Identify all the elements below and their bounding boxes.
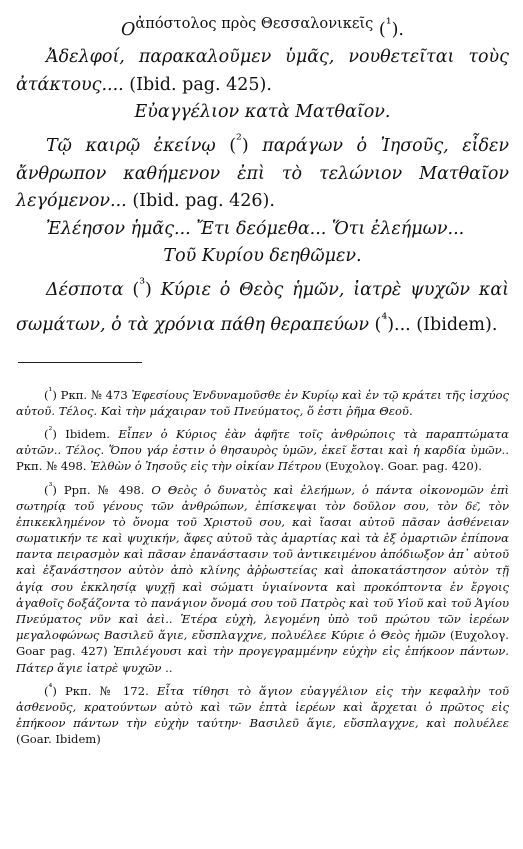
italic-text: παράγων ὁ Ἰησοῦς, εἶδεν ἄνθρωπον καθήμενον ἐπὶ τὸ τελώνιον Ματθαῖον λεγόμενον... xyxy=(16,136,510,212)
roman-text: ( xyxy=(44,683,49,698)
italic-text: Ἐλθὼν ὁ Ἰησοῦς εἰς τὴν οἰκίαν Πέτρου xyxy=(90,459,322,474)
roman-text: (Ευχολογ. Goar. pag. 420). xyxy=(321,459,482,474)
roman-text: ( xyxy=(368,314,382,335)
roman-text: ( xyxy=(123,280,140,301)
italic-text: Ἀδελφοί, παρακαλοῦμεν ὑμᾶς, νουθετεῖται τοὺς ἀτάκτους.... xyxy=(16,47,509,95)
footnote-marker: ⁴ xyxy=(48,681,53,693)
italic-text: Ο xyxy=(121,19,136,40)
italic-text: Δέσποτα xyxy=(46,280,124,301)
reading-heading xyxy=(16,10,509,44)
epistle-incipit xyxy=(16,44,509,99)
litany-response xyxy=(16,243,509,270)
italic-text: Τῷ καιρῷ ἐκείνῳ xyxy=(46,136,216,157)
roman-text: (Ibid. pag. 425). xyxy=(123,74,272,95)
footnote-3 xyxy=(16,479,509,676)
litany-petitions xyxy=(16,216,509,243)
italic-text: Ἐφεσίους Ἐνδυναμοῦσθε ἐν Κυρίῳ καὶ ἐν τῷ κράτει τῆς ἰσχύος αὐτοῦ. Τέλος. Καὶ τὴν μάχαιραν τοῦ Πνεύματος, ὅ ἐστι ῥῆμα Θεοῦ. xyxy=(16,387,509,418)
footnote-marker: ¹ xyxy=(48,385,53,397)
roman-text: ) xyxy=(145,280,161,301)
main-text xyxy=(16,10,509,339)
roman-text: ( xyxy=(215,136,237,157)
roman-text: (Ευχολογ. Goar pag. 427) xyxy=(16,628,509,659)
footnote-marker: ³ xyxy=(48,480,53,492)
footnote-marker: ἀπόστολος πρὸς Θεσσαλονικεῖς xyxy=(135,15,374,32)
italic-text: Ἐπιλέγουσι καὶ τὴν προγεγραμμένην εὐχὴν εἰς ἐπήκοον πάντων. Πάτερ ἅγιε ἰατρὲ ψυχῶν .. xyxy=(16,644,509,675)
footnote-divider xyxy=(18,362,142,363)
italic-text: Τοῦ Κυρίου δεηθῶμεν. xyxy=(163,245,362,266)
footnote-marker: ⁴ xyxy=(381,309,388,327)
italic-text: Κύριε ὁ Θεὸς ἡμῶν, ἰατρὲ ψυχῶν καὶ σωμάτων, ὁ τὰ χρόνια πάθη θεραπεύων xyxy=(16,280,510,335)
prayer-incipit xyxy=(16,270,509,338)
roman-text: )... (Ibidem). xyxy=(387,314,498,335)
roman-text: ) xyxy=(241,136,263,157)
italic-text: Ο Θεὸς ὁ δυνατὸς καὶ ἐλεήμων, ὁ πάντα οἰκονομῶν ἐπὶ σωτηρίᾳ τοῦ γένους τῶν ἀνθρώπων, ἐπίσκεψαι τὸν δοῦλον σου, τὸν δε͂, τὸν ἐπικεκλημένον τὸ ὄνομα τοῦ Χριστοῦ σου, καὶ ἴασαι αὐτοῦ πᾶσαν ἀσθένειαν σωματικήν τε καὶ ψυχικήν, ἄφες αὐτοῦ τὰς ἁμαρτίας καὶ τὰ ἐξ ὁμαρτιῶν ἐπίπονα παντα πειρασμὸν καὶ πᾶσαν ἐπανάστασιν τοῦ ἀντικειμένου ἀπόδιωξον ἀπ᾽ αὐτοῦ καὶ ἐξανάστησον αὐτὸν ἀπὸ κλίνης ἀῤῥωστείας καὶ ἀποκατάστησον αὐτὸν τῇ ἁγίᾳ σου ἐκκλησίᾳ ψυχῇ καὶ σώματι ὑγιαίνοντα καὶ προκόπτοντα ἐν ἔργοις ἀγαθοῖς δοξάζοντα τὸ πανάγιον ὄνομά σου τοῦ Πατρὸς καὶ τοῦ Υἱοῦ καὶ τοῦ Ἁγίου Πνεύματος νῦν καὶ ἀεὶ.. Ἑτέρα εὐχὴ, λεγομένη ὑπὸ τοῦ πρώτου τῶν ἱερέων μεγαλοφώνως Βασιλεῦ ἅγιε, εὔσπλαγχνε, πολυέλεε Κύριε ὁ Θεὸς ἡμῶν xyxy=(16,482,509,643)
italic-text: Εἶτα τίθησι τὸ ἅγιον εὐαγγέλιον εἰς τὴν κεφαλὴν τοῦ ἀσθενοῦς, κρατούντων αὐτὸ καὶ τῶν ἑπτὰ ἱερέων καὶ ἄρχεται ὁ πρῶτος εἰς ἐπήκοον πάντων τὴν εὐχὴν ταύτην· Βασιλεῦ ἅγιε, εὔσπλαγχνε, καὶ πολυέλεε xyxy=(16,683,509,731)
italic-text: Εὐαγγέλιον κατὰ Ματθαῖον. xyxy=(134,102,391,123)
footnote-marker: ³ xyxy=(139,275,146,293)
footnote-marker: ² xyxy=(48,425,53,437)
roman-text: ( xyxy=(44,387,49,402)
roman-text: (Goar. Ibidem) xyxy=(16,732,101,747)
roman-text: ) Ррп. № 498. xyxy=(52,482,152,497)
footnote-2 xyxy=(16,423,509,474)
gospel-heading xyxy=(16,99,509,126)
roman-text: ( xyxy=(373,19,386,40)
roman-text: ) Ркп. № 172. xyxy=(52,683,157,698)
gospel-incipit xyxy=(16,126,509,215)
footnote-4 xyxy=(16,680,509,748)
footnote-marker: ² xyxy=(236,131,242,149)
roman-text: ) Ркп. № 473 xyxy=(52,387,132,402)
roman-text: ( xyxy=(44,482,49,497)
roman-text: Ркп. № 498. xyxy=(16,459,91,474)
footnote-1 xyxy=(16,384,509,419)
footnotes xyxy=(16,384,509,748)
roman-text: ). xyxy=(391,19,404,40)
roman-text: ( xyxy=(44,426,49,441)
roman-text: (Ibid. pag. 426). xyxy=(126,191,275,212)
roman-text: ) Ibidem. xyxy=(52,426,119,441)
italic-text: Εἶπεν ὁ Κύριος ἐὰν ἀφῆτε τοῖς ἀνθρώποις τὰ παραπτώματα αὐτῶν.. Τέλος. Ὅπου γάρ ἐστιν ὁ θησαυρὸς ὑμῶν, ἐκεῖ ἔσται καὶ ἡ καρδία ὑμῶν.. xyxy=(16,426,509,458)
italic-text: Ἐλέησον ἡμᾶς... Ἔτι δεόμεθα... Ὅτι ἐλεήμων... xyxy=(46,218,465,239)
footnote-marker: ¹ xyxy=(385,15,392,32)
